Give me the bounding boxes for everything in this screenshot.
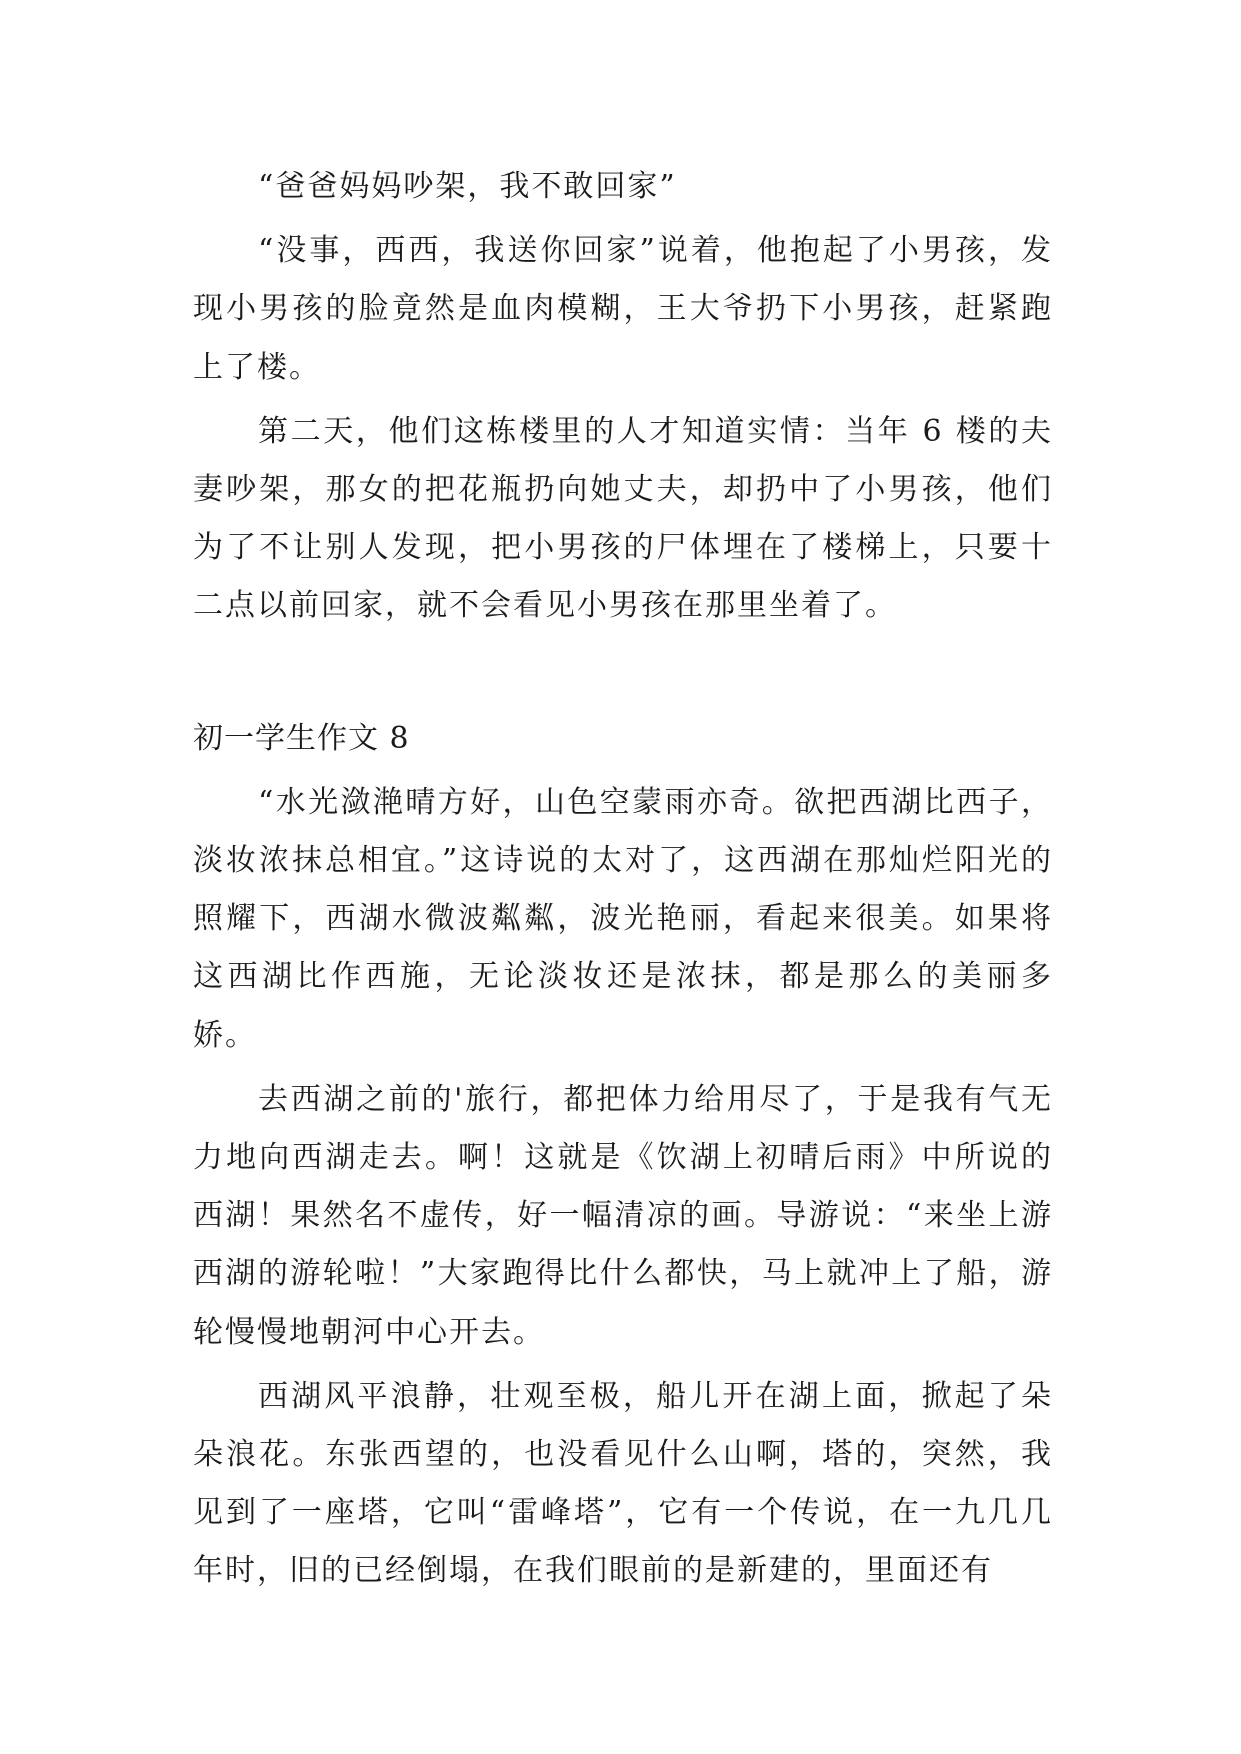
document-page: [193, 158, 1053, 1607]
paragraph-4: “水光潋滟晴方好，山色空蒙雨亦奇。欲把西湖比西子，淡妆浓抹总相宜。”这诗说的太对了，这西湖在那灿烂阳光的照耀下，西湖水微波粼粼，波光艳丽，看起来很美。如果将这西湖比作西施，无论淡妆还是浓抹，都是那么的美丽多娇。: [193, 784, 1053, 1053]
paragraph-6: 西湖风平浪静，壮观至极，船儿开在湖上面，掀起了朵朵浪花。东张西望的，也没看见什么山啊，塔的，突然，我见到了一座塔，它叫“雷峰塔”，它有一个传说，在一九几几年时，旧的已经倒塌，在我们眼前的是新建的，里面还有: [193, 1378, 1053, 1589]
paragraph-5: 去西湖之前的'旅行，都把体力给用尽了，于是我有气无力地向西湖走去。啊！这就是《饮湖上初晴后雨》中所说的西湖！果然名不虚传，好一幅清凉的画。导游说：“来坐上游西湖的游轮啦！”大家跑得比什么都快，马上就冲上了船，游轮慢慢地朝河中心开去。: [193, 1081, 1053, 1350]
paragraph-1: “爸爸妈妈吵架，我不敢回家”: [258, 169, 677, 204]
paragraph-2: “没事，西西，我送你回家”说着，他抱起了小男孩，发现小男孩的脸竟然是血肉模糊，王大爷扔下小男孩，赶紧跑上了楼。: [193, 233, 1053, 385]
section-title: 初一学生作文 8: [193, 720, 410, 756]
paragraph-3: 第二天，他们这栋楼里的人才知道实情：当年 6 楼的夫妻吵架，那女的把花瓶扔向她丈夫，却扔中了小男孩，他们为了不让别人发现，把小男孩的尸体埋在了楼梯上，只要十二点以前回家，就不会看见小男孩在那里坐着了。: [193, 413, 1053, 624]
